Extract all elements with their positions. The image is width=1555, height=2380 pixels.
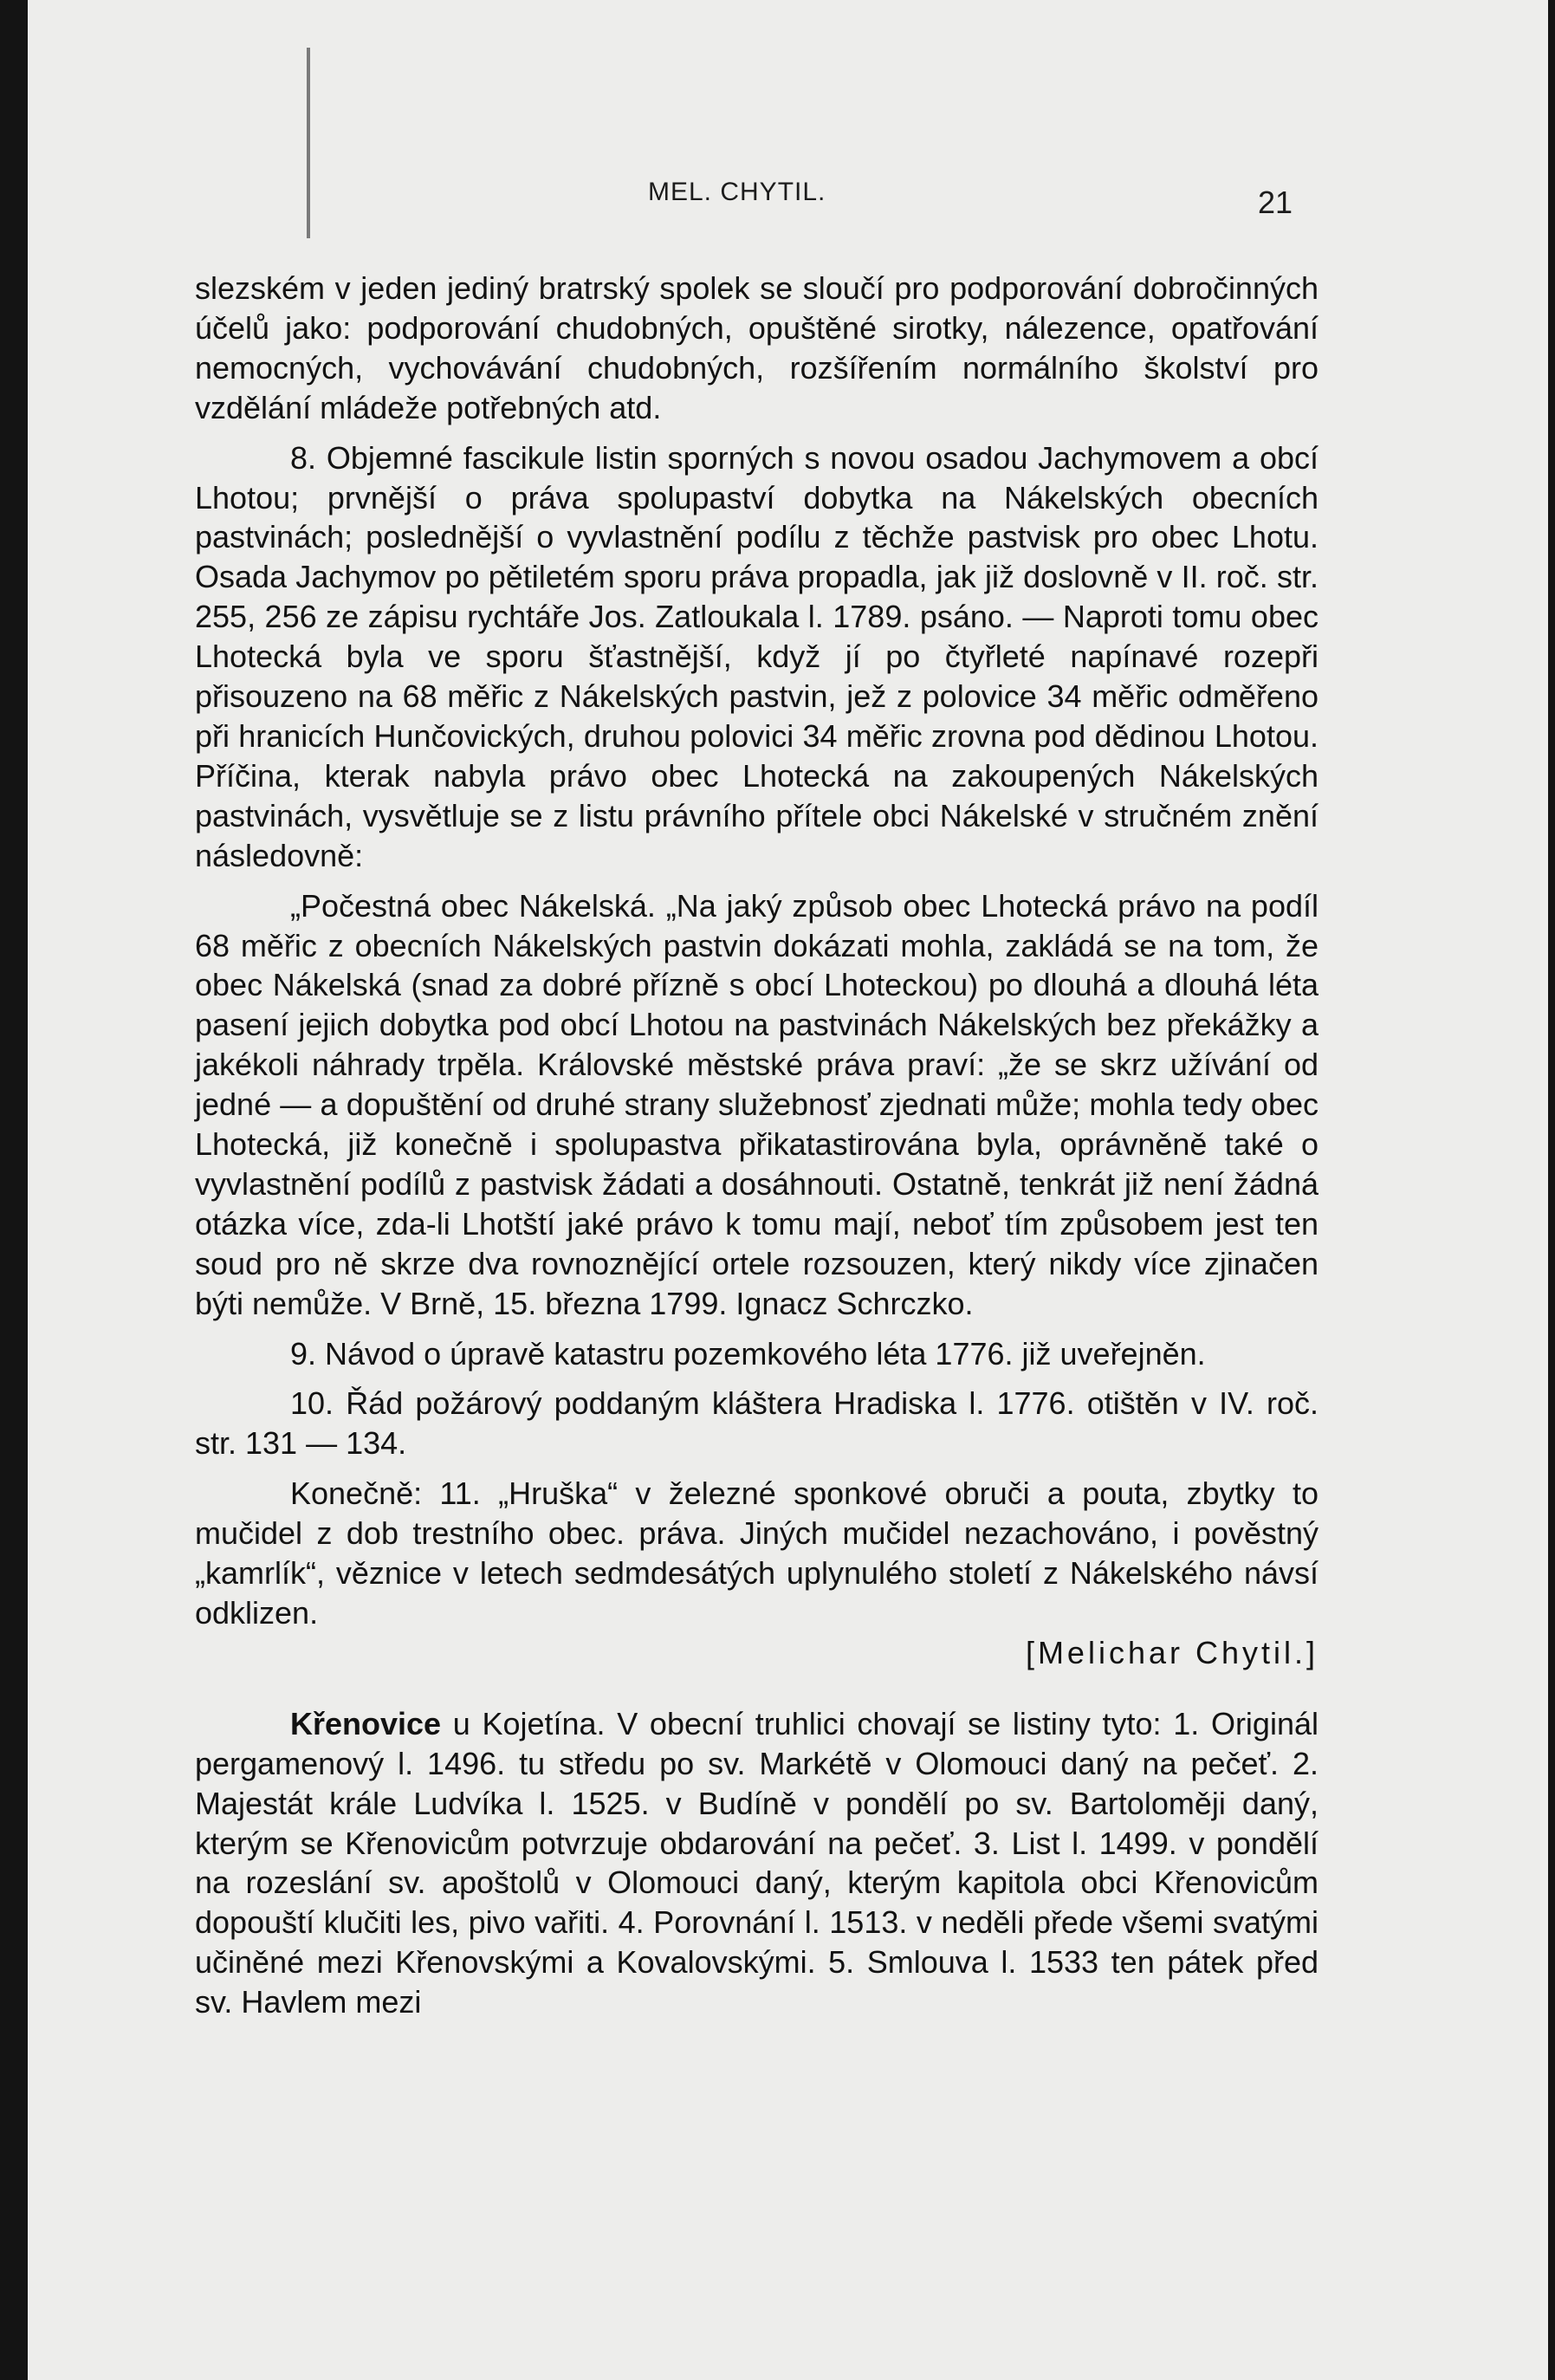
signature: [Melichar Chytil.] xyxy=(1025,1634,1319,1670)
paragraph-3: „Počestná obec Nákelská. „Na jaký způsob obec Lhotecká právo na podíl 68 měřic z obecních Nákelských pastvin dokázati mohla, zakládá se na tom, že obec Nákelská (snad za dobré přízně s obcí Lhoteckou) po dlouhá a dlouhá léta pasení jejich dobytka pod obcí Lhotou na pastvinách Nákelských bez překážky a jakékoli náhrady trpěla. Královské městské práva praví: „že se skrz užívání od jedné — a dopuštění od druhé strany služebnosť zjednati může; mohla tedy obec Lhotecká, již konečně i spolupastva přikatastirována byla, oprávněně také o vyvlastnění podílů z pastvisk žádati a dosáhnouti. Ostatně, tenkrát již není žádná otázka více, zda-li Lhotští jaké právo k tomu mají, neboť tím způsobem jest ten soud pro ně skrze dva rovnoznějící ortele rozsouzen, který nikdy více zjinačen býti nemůže. V Brně, 15. března 1799. Ignacz Schrczko. xyxy=(195,887,1319,1321)
paragraph-5: 10. Řád požárový poddaným kláštera Hradiska l. 1776. otištěn v IV. roč. str. 131 — 134. xyxy=(195,1385,1319,1462)
page xyxy=(28,0,1548,2380)
paragraph-7 xyxy=(195,1704,1319,2022)
body-text xyxy=(195,269,1319,2022)
paragraph-7-text: u Kojetína. V obecní truhlici chovají se listiny tyto: 1. Originál pergamenový l. 1496. tu středu po sv. Markétě v Olomouci daný na pečeť. 2. Majestát krále Ludvíka l. 1525. v Budíně v pondělí po sv. Bartoloměji daný, kterým se Křenovicům potvrzuje obdarování na pečeť. 3. List l. 1499. v pondělí na rozeslání sv. apoštolů v Olomouci daný, kterým kapitola obci Křenovicům dopouští klučiti les, pivo vařiti. 4. Porovnání l. 1513. v neděli přede všemi svatými učiněné mezi Křenovskými a Kovalovskými. 5. Smlouva l. 1533 ten pátek před sv. Havlem mezi xyxy=(195,1705,1319,2020)
page-number: 21 xyxy=(1258,185,1293,220)
entry-heading: Křenovice xyxy=(290,1705,442,1741)
running-head: MEL. CHYTIL. xyxy=(648,178,826,206)
paragraph-4: 9. Návod o úpravě katastru pozemkového léta 1776. již uveřejněn. xyxy=(290,1335,1206,1372)
paragraph-2: 8. Objemné fascikule listin sporných s novou osadou Jachymovem a obcí Lhotou; prvnější o práva spolupaství dobytka na Nákelských obecních pastvinách; poslednější o vyvlastnění podílu z těchže pastvisk pro obec Lhotu. Osada Jachymov po pětiletém sporu práva propadla, jak již doslovně v II. roč. str. 255, 256 ze zápisu rychtáře Jos. Zatloukala l. 1789. psáno. — Naproti tomu obec Lhotecká byla ve sporu šťastnější, když jí po čtyřleté napínavé rozepři přisouzeno na 68 měřic z Nákelských pastvin, jež z polovice 34 měřic odměřeno při hranicích Hunčovických, druhou polovici 34 měřic zrovna pod dědinou Lhotou. Příčina, kterak nabyla právo obec Lhotecká na zakoupených Nákelských pastvinách, vysvětluje se z listu právního přítele obci Nákelské v stručném znění následovně: xyxy=(195,439,1319,873)
paragraph-1: slezském v jeden jediný bratrský spolek se sloučí pro podporování dobročinných účelů jako: podporování chudobných, opuštěné sirotky, nálezence, opatřování nemocných, vychovávání chudobných, rozšířením normálního školství pro vzdělání mládeže potřebných atd. xyxy=(195,270,1319,425)
page-header xyxy=(28,178,1548,230)
paragraph-6: Konečně: 11. „Hruška“ v železné sponkové obruči a pouta, zbytky to mučidel z dob trestního obec. práva. Jiných mučidel nezachováno, i pověstný „kamrlík“, věznice v letech sedmdesátých uplynulého století z Nákelského návsí odklizen. xyxy=(195,1475,1319,1631)
